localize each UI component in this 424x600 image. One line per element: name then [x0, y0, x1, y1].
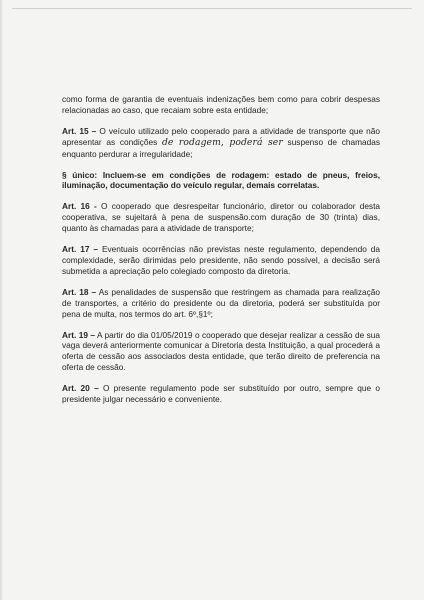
article-number: Art. 19 – — [62, 329, 95, 340]
article-18 — [62, 287, 380, 320]
article-text: O presente regulamento pode ser substituído por outro, sempre que o presidente julgar necessário e conveniente. — [62, 383, 380, 405]
scan-shadow-left — [0, 0, 3, 600]
article-16 — [62, 201, 380, 234]
article-text: Eventuais ocorrências não previstas neste regulamento, dependendo da complexidade, serão dirimidas pelo presidente, não sendo possível, a decisão será submetida a apreciação pelo colegiado composto da diretoria. — [62, 244, 380, 276]
article-15 — [62, 126, 380, 160]
handwritten-insertion: de rodagem, poderá ser — [161, 136, 283, 148]
article-number: Art. 17 – — [62, 244, 99, 255]
article-text: O cooperado que desrespeitar funcionário, diretor ou colaborador desta cooperativa, se sujeitará à pena de suspensão.com duração de 30 (trinta) dias, quanto às chamadas para a atividade de transporte; — [62, 201, 381, 234]
article-text: A partir do dia 01/05/2019 o cooperado que desejar realizar a cessão de sua vaga deverá anteriormente comunicar a Diretoria desta Instituição, a qual procederá a oferta de cessão aos associados desta entidade, que terão direito de preferencia na oferta de cessão. — [62, 329, 380, 373]
article-number: Art. 16 - — [62, 201, 97, 212]
article-19 — [62, 330, 380, 374]
article-number: Art. 20 – — [62, 383, 99, 394]
article-number: Art. 18 – — [62, 286, 97, 297]
scan-edge-top — [12, 8, 412, 9]
paragraph-continuation — [62, 94, 380, 116]
article-17 — [62, 244, 380, 277]
paragraph-text: como forma de garantia de eventuais indenizações bem como para cobrir despesas relacionadas ao caso, que recaiam sobre esta entidade; — [62, 94, 380, 115]
regulation-text — [62, 94, 380, 415]
sole-paragraph — [62, 170, 380, 192]
article-text-continued: suspenso de chamadas enquanto perdurar a irregularidade; — [62, 136, 380, 159]
article-text: As penalidades de suspensão que restringem as chamada para realização de transportes, a critério do presidente ou da diretoria, poderá ser substituída por pena de multa, nos termos do art. 6º,§1º; — [62, 286, 380, 319]
article-number: Art. 15 – — [62, 125, 97, 136]
article-text: O veículo utilizado pelo cooperado para a atividade de transporte que não apresentar as condições — [62, 125, 380, 147]
article-20 — [62, 383, 380, 405]
sole-paragraph-text: § único: Incluem-se em condições de rodagem: estado de pneus, freios, iluminação, documentação do veículo regular, demais correlatas. — [62, 169, 380, 191]
